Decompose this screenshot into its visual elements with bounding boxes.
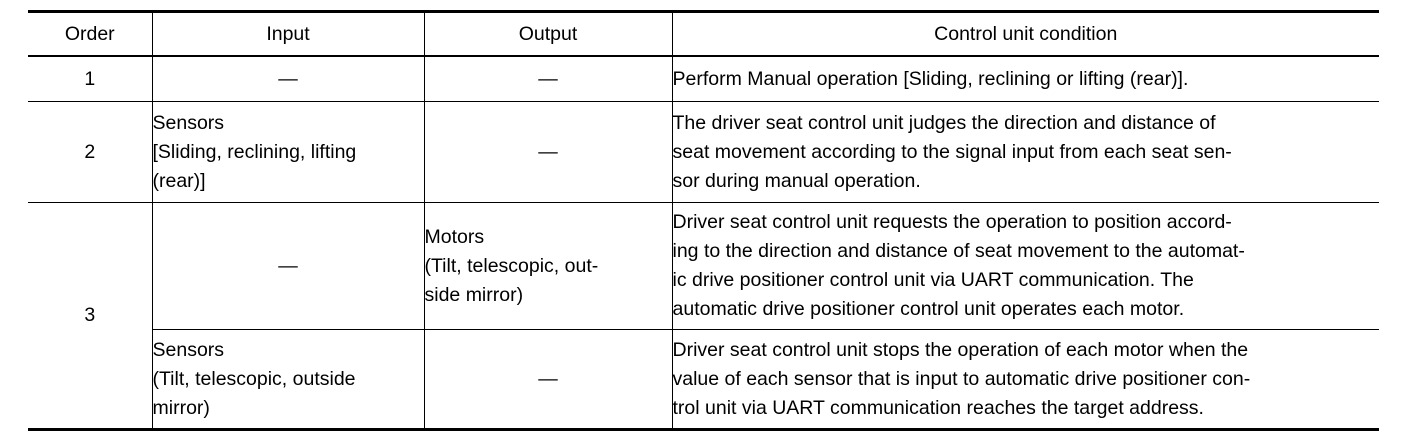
output-cell: — <box>424 102 672 203</box>
order-cell: 2 <box>28 102 152 203</box>
header-row <box>28 12 1379 57</box>
table-row <box>28 102 1379 203</box>
condition-cell: Driver seat control unit requests the operation to position accord- ing to the direction and distance of seat movement to the automat- ic drive positioner control unit via UART communication. The automatic drive positioner control unit operates each motor. <box>672 203 1379 330</box>
output-cell: — <box>424 330 672 430</box>
header-output: Output <box>424 12 672 57</box>
order-cell: 3 <box>28 203 152 430</box>
input-cell: Sensors [Sliding, reclining, lifting (rear)] <box>152 102 424 203</box>
control-sequence-table <box>28 10 1379 431</box>
input-cell: — <box>152 56 424 102</box>
condition-cell: Perform Manual operation [Sliding, reclining or lifting (rear)]. <box>672 56 1379 102</box>
table-row <box>28 203 1379 330</box>
order-cell: 1 <box>28 56 152 102</box>
header-order: Order <box>28 12 152 57</box>
table-row <box>28 56 1379 102</box>
input-cell: — <box>152 203 424 330</box>
table-row <box>28 330 1379 430</box>
header-condition: Control unit condition <box>672 12 1379 57</box>
output-cell: Motors (Tilt, telescopic, out- side mirror) <box>424 203 672 330</box>
output-cell: — <box>424 56 672 102</box>
condition-cell: The driver seat control unit judges the direction and distance of seat movement according to the signal input from each seat sen- sor during manual operation. <box>672 102 1379 203</box>
header-input: Input <box>152 12 424 57</box>
condition-cell: Driver seat control unit stops the operation of each motor when the value of each sensor that is input to automatic drive positioner con- trol unit via UART communication reaches the target address. <box>672 330 1379 430</box>
input-cell: Sensors (Tilt, telescopic, outside mirror) <box>152 330 424 430</box>
